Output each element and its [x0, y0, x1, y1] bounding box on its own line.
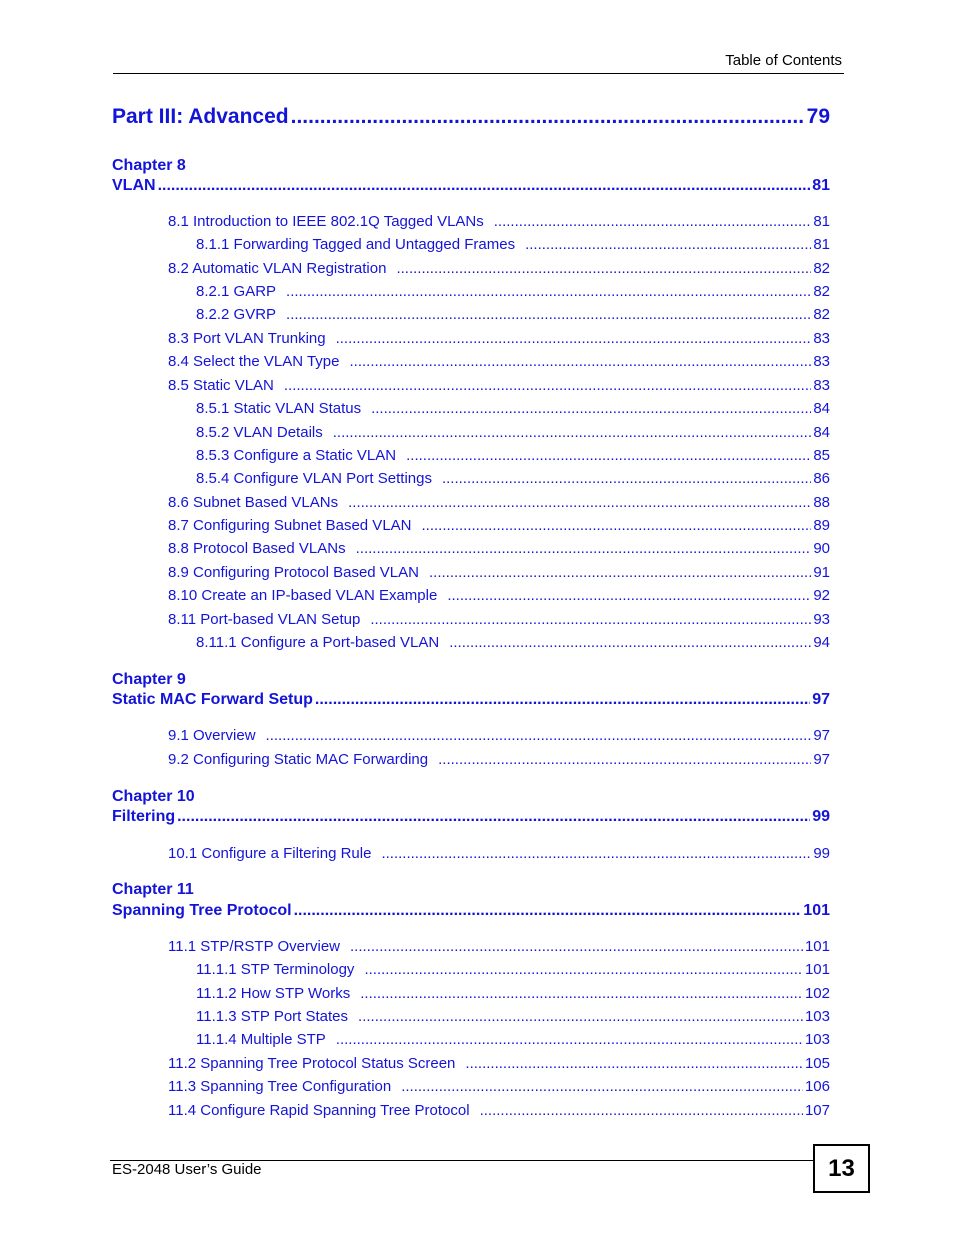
chapter-title: Filtering — [112, 808, 176, 825]
toc-entry[interactable] — [168, 377, 830, 397]
entry-title: 8.8 Protocol Based VLANs — [168, 540, 346, 557]
entry-title: 8.11.1 Configure a Port-based VLAN — [196, 634, 440, 651]
leader-dots — [429, 564, 811, 581]
leader-dots — [406, 447, 811, 464]
entry-title: 8.5 Static VLAN — [168, 377, 274, 394]
entry-page: 82 — [813, 260, 830, 277]
entry-title: 8.5.2 VLAN Details — [196, 424, 323, 441]
toc-chapter-heading[interactable] — [112, 177, 830, 195]
leader-dots — [266, 727, 812, 744]
entry-page: 92 — [813, 587, 830, 604]
toc-entry[interactable] — [168, 353, 830, 373]
chapter-label: Chapter 10 — [112, 788, 195, 805]
entry-page: 84 — [813, 400, 830, 417]
toc-entry[interactable] — [196, 634, 830, 654]
entry-title: 8.11 Port-based VLAN Setup — [168, 611, 361, 628]
leader-dots — [447, 587, 811, 604]
toc-entry[interactable] — [168, 1102, 830, 1122]
toc-entry[interactable] — [196, 306, 830, 326]
leader-dots — [158, 177, 811, 195]
toc-entry[interactable] — [196, 961, 830, 981]
entry-page: 81 — [813, 213, 830, 230]
entry-page: 101 — [804, 938, 830, 955]
leader-dots — [449, 634, 811, 651]
chapter-page: 97 — [812, 691, 830, 708]
entry-page: 91 — [813, 564, 830, 581]
chapter-label: Chapter 9 — [112, 671, 186, 688]
toc-entry[interactable] — [196, 424, 830, 444]
leader-dots — [356, 540, 812, 557]
entry-title: 8.4 Select the VLAN Type — [168, 353, 340, 370]
leader-dots — [284, 377, 811, 394]
toc-entry[interactable] — [168, 564, 830, 584]
chapter-title: Static MAC Forward Setup — [112, 691, 313, 708]
entry-page: 105 — [804, 1055, 830, 1072]
toc-entry[interactable] — [168, 213, 830, 233]
entry-title: 11.1.3 STP Port States — [196, 1008, 349, 1025]
entry-page: 83 — [813, 377, 830, 394]
leader-dots — [438, 751, 811, 768]
toc-entry[interactable] — [196, 985, 830, 1005]
toc-entry[interactable] — [168, 330, 830, 350]
entry-title: 11.3 Spanning Tree Configuration — [168, 1078, 392, 1095]
leader-dots — [465, 1055, 803, 1072]
entry-page: 102 — [804, 985, 830, 1002]
leader-dots — [177, 808, 810, 826]
toc-entry[interactable] — [168, 938, 830, 958]
leader-dots — [336, 330, 812, 347]
leader-dots — [315, 691, 810, 709]
leader-dots — [381, 845, 811, 862]
leader-dots — [364, 961, 803, 978]
entry-page: 84 — [813, 424, 830, 441]
toc-entry[interactable] — [168, 751, 830, 771]
entry-title: 11.1 STP/RSTP Overview — [168, 938, 341, 955]
leader-dots — [286, 306, 811, 323]
toc-entry[interactable] — [168, 727, 830, 747]
entry-title: 8.7 Configuring Subnet Based VLAN — [168, 517, 412, 534]
entry-title: 8.5.3 Configure a Static VLAN — [196, 447, 397, 464]
toc-part-heading[interactable] — [112, 105, 830, 129]
leader-dots — [294, 902, 802, 920]
leader-dots — [286, 283, 811, 300]
entry-page: 93 — [813, 611, 830, 628]
entry-title: 8.9 Configuring Protocol Based VLAN — [168, 564, 419, 581]
leader-dots — [422, 517, 812, 534]
entry-page: 82 — [813, 283, 830, 300]
entry-title: 8.10 Create an IP-based VLAN Example — [168, 587, 438, 604]
toc-entry[interactable] — [196, 1008, 830, 1028]
leader-dots — [401, 1078, 803, 1095]
entry-page: 90 — [813, 540, 830, 557]
entry-title: 8.2.2 GVRP — [196, 306, 277, 323]
toc-chapter-heading[interactable] — [112, 902, 830, 920]
toc-entry[interactable] — [196, 447, 830, 467]
chapter-label: Chapter 11 — [112, 881, 194, 898]
toc-entry[interactable] — [168, 260, 830, 280]
chapter-page: 101 — [803, 902, 830, 919]
entry-page: 99 — [813, 845, 830, 862]
toc-entry[interactable] — [168, 1078, 830, 1098]
entry-page: 106 — [804, 1078, 830, 1095]
toc-entry[interactable] — [196, 283, 830, 303]
chapter-title: Spanning Tree Protocol — [112, 902, 292, 919]
leader-dots — [360, 985, 803, 1002]
toc-chapter-heading[interactable] — [112, 691, 830, 709]
entry-page: 94 — [813, 634, 830, 651]
leader-dots — [494, 213, 812, 230]
leader-dots — [333, 424, 812, 441]
leader-dots — [370, 611, 811, 628]
entry-title: 8.2 Automatic VLAN Registration — [168, 260, 387, 277]
entry-page: 97 — [813, 727, 830, 744]
entry-page: 89 — [813, 517, 830, 534]
footer-guide-title: ES-2048 User’s Guide — [112, 1161, 262, 1178]
entry-page: 101 — [804, 961, 830, 978]
leader-dots — [291, 105, 805, 129]
entry-title: 8.3 Port VLAN Trunking — [168, 330, 326, 347]
leader-dots — [348, 494, 811, 511]
entry-page: 82 — [813, 306, 830, 323]
toc-entry[interactable] — [196, 236, 830, 256]
toc-entry[interactable] — [168, 540, 830, 560]
page-number: 13 — [813, 1144, 870, 1193]
entry-title: 8.2.1 GARP — [196, 283, 277, 300]
leader-dots — [336, 1031, 803, 1048]
entry-title: 8.1.1 Forwarding Tagged and Untagged Frames — [196, 236, 516, 253]
entry-page: 81 — [813, 236, 830, 253]
toc-chapter-heading[interactable] — [112, 808, 830, 826]
chapter-page: 81 — [812, 177, 830, 194]
toc-entry[interactable] — [168, 587, 830, 607]
entry-title: 11.4 Configure Rapid Spanning Tree Protocol — [168, 1102, 470, 1119]
entry-page: 88 — [813, 494, 830, 511]
toc-entry[interactable] — [196, 470, 830, 490]
running-header: Table of Contents — [725, 52, 842, 69]
leader-dots — [350, 938, 803, 955]
entry-page: 103 — [804, 1031, 830, 1048]
toc-entry[interactable] — [196, 1031, 830, 1051]
entry-page: 83 — [813, 353, 830, 370]
chapter-page: 99 — [812, 808, 830, 825]
toc-entry[interactable] — [196, 400, 830, 420]
toc-entry[interactable] — [168, 1055, 830, 1075]
entry-title: 11.1.2 How STP Works — [196, 985, 351, 1002]
entry-page: 86 — [813, 470, 830, 487]
entry-title: 10.1 Configure a Filtering Rule — [168, 845, 372, 862]
entry-title: 9.1 Overview — [168, 727, 256, 744]
toc-entry[interactable] — [168, 845, 830, 865]
toc-entry[interactable] — [168, 494, 830, 514]
header-rule — [113, 73, 844, 74]
entry-title: 8.5.4 Configure VLAN Port Settings — [196, 470, 432, 487]
entry-page: 85 — [813, 447, 830, 464]
leader-dots — [480, 1102, 803, 1119]
entry-title: 8.5.1 Static VLAN Status — [196, 400, 362, 417]
entry-page: 103 — [804, 1008, 830, 1025]
part-title: Part III: Advanced — [112, 105, 289, 128]
entry-title: 8.1 Introduction to IEEE 802.1Q Tagged VLANs — [168, 213, 484, 230]
toc-entry[interactable] — [168, 517, 830, 537]
entry-page: 107 — [804, 1102, 830, 1119]
chapter-title: VLAN — [112, 177, 156, 194]
entry-title: 11.2 Spanning Tree Protocol Status Screen — [168, 1055, 456, 1072]
entry-page: 83 — [813, 330, 830, 347]
leader-dots — [350, 353, 812, 370]
leader-dots — [358, 1008, 803, 1025]
leader-dots — [442, 470, 811, 487]
chapter-label: Chapter 8 — [112, 157, 186, 174]
entry-title: 11.1.1 STP Terminology — [196, 961, 355, 978]
part-page: 79 — [806, 105, 830, 128]
toc-entry[interactable] — [168, 611, 830, 631]
entry-title: 9.2 Configuring Static MAC Forwarding — [168, 751, 429, 768]
leader-dots — [396, 260, 811, 277]
leader-dots — [371, 400, 811, 417]
entry-title: 11.1.4 Multiple STP — [196, 1031, 326, 1048]
leader-dots — [525, 236, 811, 253]
entry-page: 97 — [813, 751, 830, 768]
entry-title: 8.6 Subnet Based VLANs — [168, 494, 339, 511]
